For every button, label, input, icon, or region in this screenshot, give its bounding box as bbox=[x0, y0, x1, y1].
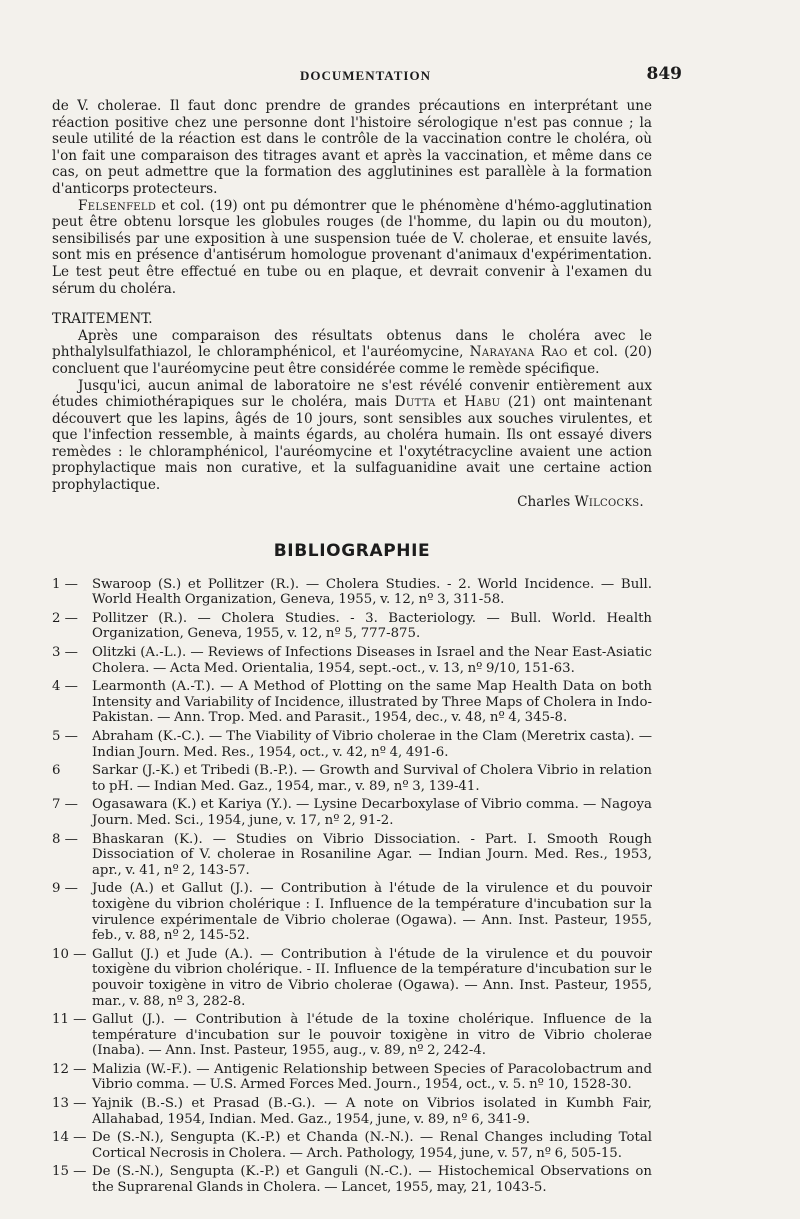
reference-text: Sarkar (J.-K.) et Tribedi (B.-P.). — Growth and Survival of Cholera Vibrio in relation to pH. — Indian Med. Gaz., 1954, mar., v. 89, nº 3, 139-41. bbox=[92, 763, 652, 794]
reference-number: 12 — bbox=[52, 1061, 87, 1077]
bibliography-entry bbox=[52, 577, 652, 608]
reference-number: 4 — bbox=[52, 679, 78, 695]
bibliography-entry bbox=[52, 763, 652, 794]
paragraph-text: Jusqu'ici, aucun animal de laboratoire ne s'est révélé convenir entièrement aux études chimiothérapiques sur le choléra, mais bbox=[52, 377, 652, 411]
reference-number: 13 — bbox=[52, 1096, 87, 1112]
bibliography-entry bbox=[52, 1130, 652, 1161]
bibliography-entry bbox=[52, 611, 652, 642]
signature bbox=[52, 494, 644, 511]
bibliography-title: BIBLIOGRAPHIE bbox=[273, 540, 431, 561]
bibliography-entry bbox=[52, 947, 652, 1009]
signature-first-name: Charles bbox=[517, 493, 575, 510]
reference-number: 8 — bbox=[52, 831, 78, 847]
bibliography-entry bbox=[52, 679, 652, 726]
reference-text: Bhaskaran (K.). — Studies on Vibrio Dissociation. - Part. I. Smooth Rough Dissociation of V. cholerae in Rosaniline Agar. — Indian Journ. Med. Res., 1953, apr., v. 41, nº 2, 143-57. bbox=[92, 831, 652, 878]
reference-number: 7 — bbox=[52, 797, 78, 813]
author-name: Felsenfeld bbox=[78, 197, 157, 214]
reference-number: 15 — bbox=[52, 1164, 87, 1180]
paragraph-serology-caution: de V. cholerae. Il faut donc prendre de grandes précautions en interprétant une réaction positive chez une personne dont l'histoire sérologique n'est pas connue ; la seule utilité de la réaction est dans le contrôle de la vaccination contre le choléra, où l'on fait une comparaison des titrages avant et après la vaccination, et même dans ce cas, on peut admettre que la formation des agglutinines est parallèle à la formation d'anticorps protecteurs. bbox=[52, 98, 652, 197]
reference-text: Jude (A.) et Gallut (J.). — Contribution à l'étude de la virulence et du pouvoir toxigène du vibrion cholérique : I. Influence de la température d'incubation sur la virulence expérimentale de Vibrio cholerae (Ogawa). — Ann. Inst. Pasteur, 1955, feb., v. 88, nº 2, 145-52. bbox=[92, 881, 652, 944]
page-body bbox=[52, 98, 652, 1199]
bibliography-entry bbox=[52, 881, 652, 943]
bibliography-entry bbox=[52, 1164, 652, 1195]
signature-last-name: Wilcocks. bbox=[574, 493, 644, 510]
reference-text: Swaroop (S.) et Pollitzer (R.). — Cholera Studies. - 2. World Incidence. — Bull. World Health Organization, Geneva, 1955, v. 12, nº 3, 311-58. bbox=[92, 576, 652, 608]
paragraph-treatment-comparison bbox=[52, 328, 652, 378]
bibliography-entry bbox=[52, 797, 652, 828]
bibliography-entry bbox=[52, 832, 652, 879]
page-header bbox=[52, 64, 682, 88]
reference-text: Gallut (J.) et Jude (A.). — Contribution à l'étude de la virulence et du pouvoir toxigène du vibrion cholérique. - II. Influence de la température d'incubation sur le pouvoir toxigène in vitro de Vibrio cholerae (Ogawa). — Ann. Inst. Pasteur, 1955, mar., v. 88, nº 3, 282-8. bbox=[92, 946, 652, 1009]
bibliography-entry bbox=[52, 1096, 652, 1127]
bibliography-entry bbox=[52, 729, 652, 760]
reference-text: Learmonth (A.-T.). — A Method of Plotting on the same Map Health Data on both Intensity and Variability of Incidence, illustrated by Three Maps of Cholera in Indo-Pakistan. — Ann. Trop. Med. and Parasit., 1954, dec., v. 48, nº 4, 345-8. bbox=[92, 679, 652, 726]
bibliography-entry bbox=[52, 1012, 652, 1059]
reference-number: 2 — bbox=[52, 610, 78, 626]
reference-text: Malizia (W.-F.). — Antigenic Relationship between Species of Paracolobactrum and Vibrio comma. — U.S. Armed Forces Med. Journ., 1954, oct., v. 5. nº 10, 1528-30. bbox=[92, 1061, 652, 1093]
reference-number: 1 — bbox=[52, 576, 78, 592]
reference-text: Gallut (J.). — Contribution à l'étude de la toxine cholérique. Influence de la température d'incubation sur le pouvoir toxigène in vitro de Vibrio cholerae (Inaba). — Ann. Inst. Pasteur, 1955, aug., v. 89, nº 2, 242-4. bbox=[92, 1012, 652, 1059]
reference-text: De (S.-N.), Sengupta (K.-P.) et Chanda (N.-N.). — Renal Changes including Total Cortical Necrosis in Cholera. — Arch. Pathology, 1954, june, v. 57, nº 6, 505-15. bbox=[92, 1130, 652, 1161]
reference-number: 14 — bbox=[52, 1130, 87, 1146]
reference-number: 10 — bbox=[52, 946, 87, 962]
reference-text: Pollitzer (R.). — Cholera Studies. - 3. Bacteriology. — Bull. World. Health Organization, Geneva, 1955, v. 12, nº 5, 777-875. bbox=[92, 610, 652, 642]
author-name: Habu bbox=[464, 394, 501, 411]
paragraph-text: et bbox=[435, 394, 465, 411]
running-title: DOCUMENTATION bbox=[300, 68, 431, 83]
bibliography-entry bbox=[52, 1062, 652, 1093]
paragraph-text: (21) ont maintenant découvert que les lapins, âgés de 10 jours, sont sensibles aux souches virulentes, et que l'infection ressemble, à maints égards, au choléra humain. Ils ont essayé divers remèdes : le chloramphénicol, l'auréomycine et l'oxytétracycline avaient une action prophylactique mais non curative, et la sulfaguanidine avait une certaine action prophylactique. bbox=[52, 394, 653, 494]
bibliography-entry bbox=[52, 645, 652, 676]
bibliography-list bbox=[52, 577, 652, 1196]
reference-number: 5 — bbox=[52, 729, 78, 744]
reference-text: De (S.-N.), Sengupta (K.-P.) et Ganguli (N.-C.). — Histochemical Observations on the Suprarenal Glands in Cholera. — Lancet, 1955, may, 21, 1043-5. bbox=[92, 1164, 652, 1196]
page-number: 849 bbox=[646, 64, 682, 84]
paragraph-text: Après une comparaison des résultats obtenus dans le choléra avec le phthalylsulfathiazol, le chloramphénicol, et l'auréomycine, bbox=[52, 327, 652, 361]
paragraph-laboratory-animals bbox=[52, 378, 652, 494]
author-name: Narayana Rao bbox=[469, 344, 568, 361]
section-title-traitement: TRAITEMENT. bbox=[52, 311, 153, 328]
reference-number: 6 bbox=[52, 763, 61, 779]
reference-text: Yajnik (B.-S.) et Prasad (B.-G.). — A note on Vibrios isolated in Kumbh Fair, Allahabad, 1954, Indian. Med. Gaz., 1954, june, v. 89, nº 6, 341-9. bbox=[92, 1096, 652, 1127]
reference-text: Ogasawara (K.) et Kariya (Y.). — Lysine Decarboxylase of Vibrio comma. — Nagoya Journ. Med. Sci., 1954, june, v. 17, nº 2, 91-2. bbox=[92, 797, 652, 828]
reference-text: Abraham (K.-C.). — The Viability of Vibrio cholerae in the Clam (Meretrix casta). — Indian Journ. Med. Res., 1954, oct., v. 42, nº 4, 491-6. bbox=[92, 729, 652, 760]
paragraph-text: et col. (19) ont pu démontrer que le phénomène d'hémo-agglutination peut être obtenu lorsque les globules rouges (de l'homme, du lapin ou du mouton), sensibilisés par une exposition à une suspension tuée de V. cholerae, et ensuite lavés, sont mis en présence d'antisérum homologue provenant d'animaux d'expérimentation. Le test peut être effectué en tube ou en plaque, et devrait convenir à l'examen du sérum du choléra. bbox=[52, 197, 652, 297]
reference-text: Olitzki (A.-L.). — Reviews of Infections Diseases in Israel and the Near East-Asiatic Cholera. — Acta Med. Orientalia, 1954, sept.-oct., v. 13, nº 9/10, 151-63. bbox=[92, 645, 652, 676]
paragraph-hemagglutination bbox=[52, 198, 652, 298]
author-name: Dutta bbox=[394, 394, 436, 411]
reference-number: 9 — bbox=[52, 881, 78, 897]
paragraph-text: et col. (20) concluent que l'auréomycine peut être considérée comme le remède spécifique. bbox=[52, 344, 653, 377]
reference-number: 11 — bbox=[52, 1012, 87, 1028]
reference-number: 3 — bbox=[52, 645, 78, 661]
